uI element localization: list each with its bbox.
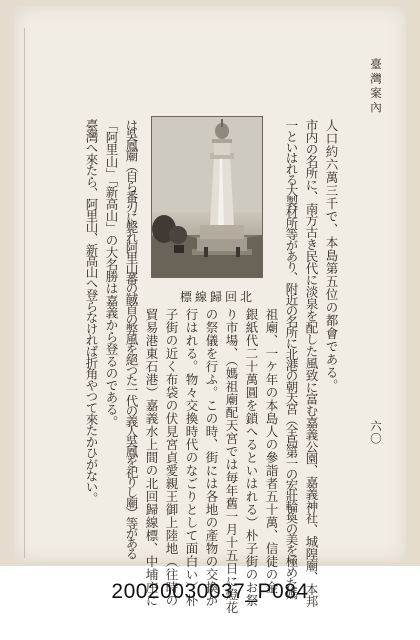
text-column-12: 「阿里山」「新高山」の大名勝は嘉義から登るのである。 <box>104 119 119 428</box>
text-column-8: 行はれる。物々交換時代のなごりとして面白い）朴 <box>184 308 199 607</box>
text-column-11: は吳鳳廟（自ら番刃に斃れ阿里山蕃の馘首の弊風を絕つた一代の義人吳鳳を祀りし廟）等がある <box>124 119 139 558</box>
page-number: 六〇 <box>369 420 383 445</box>
text-column-1: 人口約六萬三千で、本島第五位の都會である。 <box>324 119 339 392</box>
page-gutter <box>24 28 39 558</box>
tropic-of-cancer-monument-photo <box>151 116 263 278</box>
text-column-6: り市場、（媽祖廟配天宮では毎年舊一月十五日に燈花 <box>224 308 239 614</box>
text-column-2: 市内の名所に、南方古き民代に淡泉を配した風致に富む嘉義公園、嘉義神社、城隍廟、本邦 <box>304 119 319 607</box>
text-column-7: の祭儀を行ふ。この時、街には各地の產物の交換が <box>204 308 219 607</box>
photo-caption: 北回歸線標 <box>180 290 256 304</box>
text-column-4: 祖廟、一ケ年の本島人の參詣者五十萬、信徒の金 <box>264 308 279 594</box>
scan-identifier: 20020030037_P084 <box>111 580 309 603</box>
text-column-5: 銀紙代二十萬圓を鎖へるといはれる）朴子街のお祭 <box>244 308 259 607</box>
text-column-10: 貿易港東石港）嘉義水上間の北回歸線標、中埔庄に <box>144 308 159 607</box>
text-column-3: 一といはれる大製材所等があり、附近の名所に北港の朝天宮（全島第一の宏壯輪奐の美を極めた媽 <box>284 119 299 599</box>
text-column-13: 臺灣へ來たら、阿里山、新高山へ登らなければ折角やつて來たかひがない。 <box>84 119 99 504</box>
running-header-title: 臺灣案內 <box>369 58 383 116</box>
monument-illustration <box>152 117 262 277</box>
text-column-9: 子街の近く布袋の伏見宮貞愛親王御上陸地（往時の <box>164 308 179 607</box>
